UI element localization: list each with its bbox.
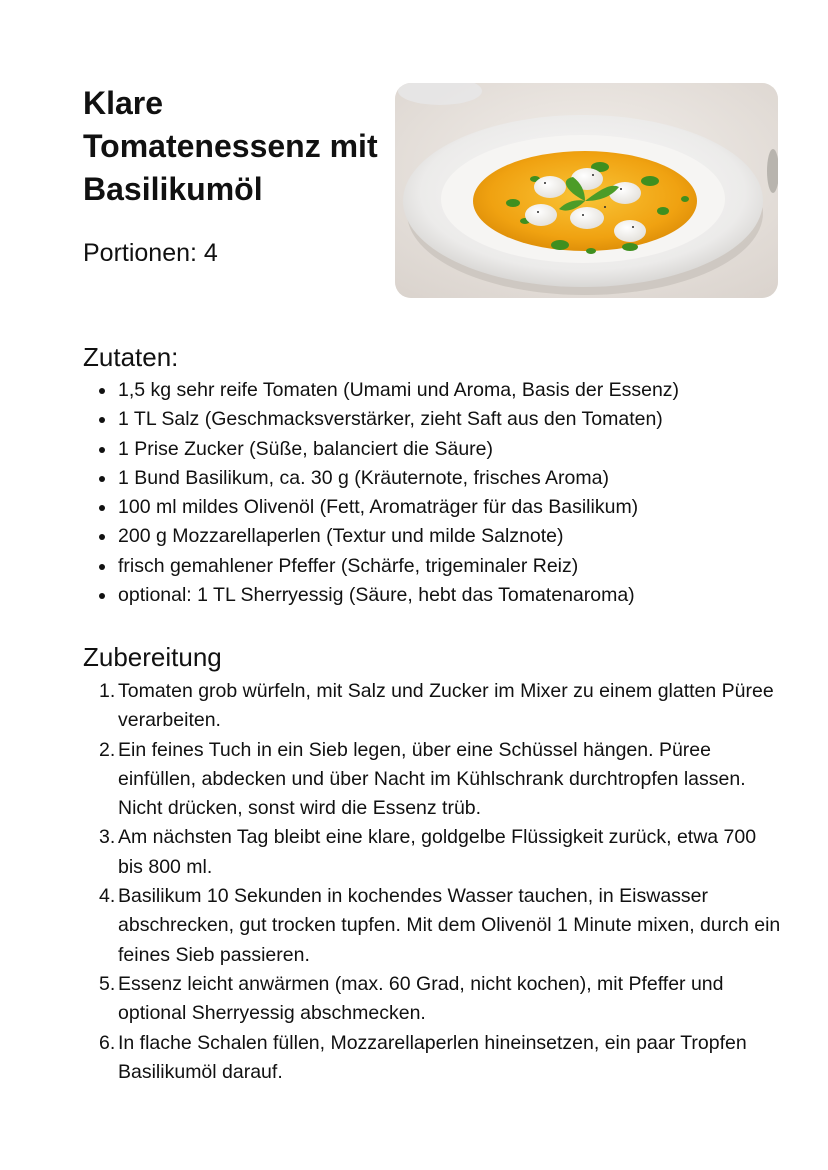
preparation-step: Basilikum 10 Sekunden in kochendes Wasser tauchen, in Eiswasser abschrecken, gut trocken tupfen. Mit dem Olivenöl 1 Minute mixen, durch ein feines Sieb passieren. [118,885,781,966]
preparation-step: Am nächsten Tag bleibt eine klare, goldgelbe Flüssigkeit zurück, etwa 700 bis 800 ml. [118,826,757,878]
preparation-step: Tomaten grob würfeln, mit Salz und Zucker im Mixer zu einem glatten Püree verarbeiten. [118,680,774,732]
preparation-step: In flache Schalen füllen, Mozzarellaperlen hineinsetzen, ein paar Tropfen Basilikumöl darauf. [118,1031,747,1083]
preparation-steps [83,677,783,1087]
soup-bowl-photo [395,83,778,298]
ingredient-item: optional: 1 TL Sherryessig (Säure, hebt das Tomatenaroma) [118,581,818,610]
preparation-heading: Zubereitung [83,642,222,672]
ingredient-item: frisch gemahlener Pfeffer (Schärfe, trigeminaler Reiz) [118,552,818,581]
ingredient-item: 1 Bund Basilikum, ca. 30 g (Kräuternote, frisches Aroma) [118,464,818,493]
ingredient-item: 1 Prise Zucker (Süße, balanciert die Säure) [118,435,818,464]
portions-label: Portionen: 4 [83,239,218,267]
ingredient-item: 100 ml mildes Olivenöl (Fett, Aromaträger für das Basilikum) [118,493,818,522]
preparation-step: Ein feines Tuch in ein Sieb legen, über eine Schüssel hängen. Püree einfüllen, abdecken und über Nacht im Kühlschrank durchtropfen lassen. Nicht drücken, sonst wird die Essenz trüb. [118,738,746,820]
ingredient-item: 1 TL Salz (Geschmacksverstärker, zieht Saft aus den Tomaten) [118,405,818,434]
recipe-title: Klare Tomatenessenz mit Basilikumöl [83,85,378,207]
ingredient-item: 1,5 kg sehr reife Tomaten (Umami und Aroma, Basis der Essenz) [118,376,818,405]
ingredient-item: 200 g Mozzarellaperlen (Textur und milde Salznote) [118,522,818,551]
ingredients-heading: Zutaten: [83,342,179,372]
soup-bowl-illustration [395,83,778,298]
ingredients-list [83,376,818,610]
preparation-step: Essenz leicht anwärmen (max. 60 Grad, nicht kochen), mit Pfeffer und optional Sherryessig abschmecken. [118,972,724,1025]
